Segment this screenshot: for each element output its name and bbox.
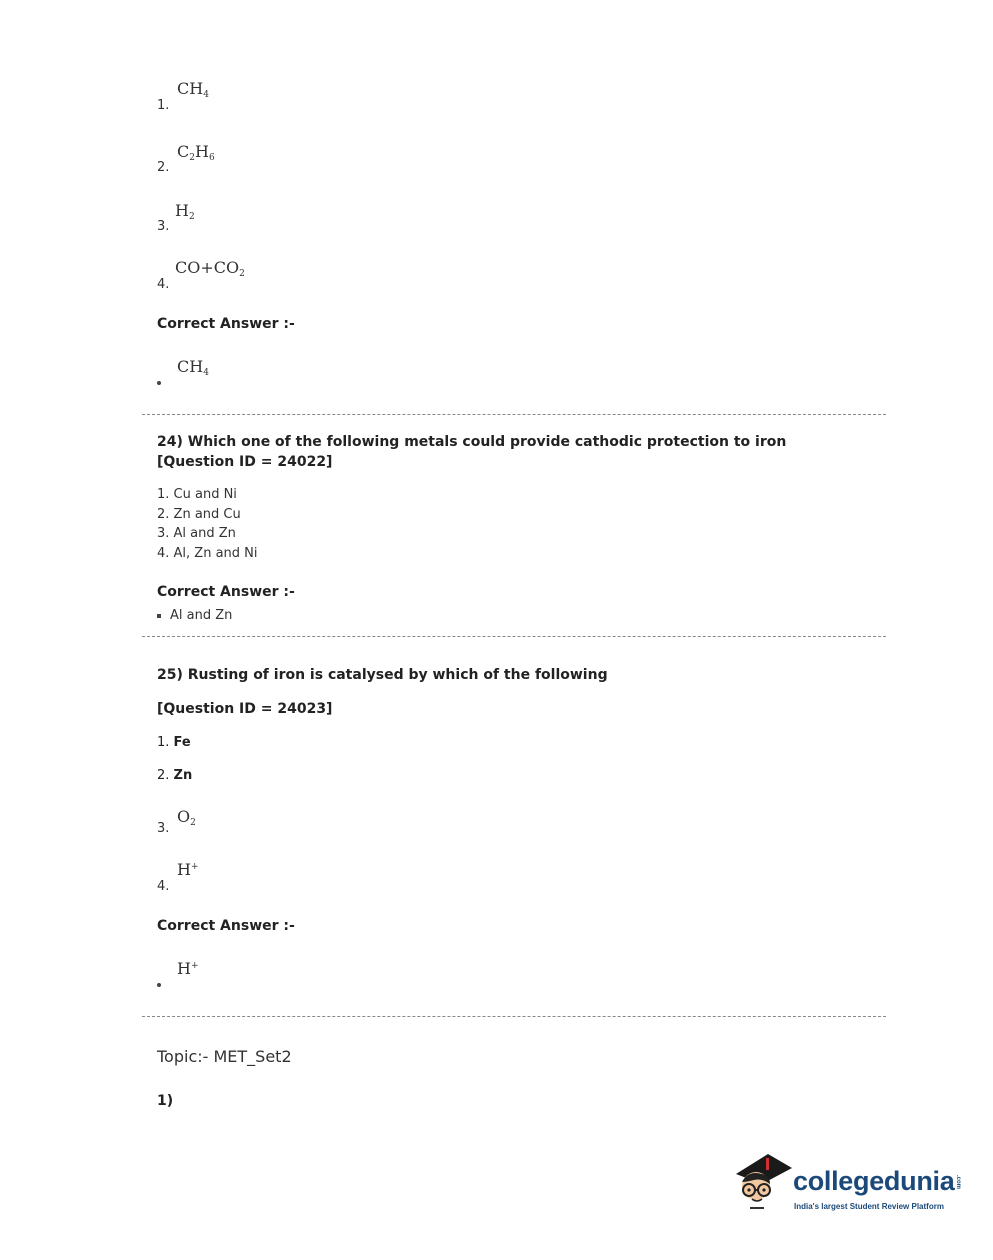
q23-correct-answer-label: Correct Answer :- (157, 316, 295, 332)
q23-option-4-formula: $CO+CO_2$ (175, 258, 245, 279)
q23-option-2-number: 2. (157, 160, 170, 175)
q25-option-2-number: 2. (157, 768, 170, 783)
q24-answer (157, 606, 232, 626)
q24-answer-bullet (157, 614, 161, 618)
q24-option-2: 2. Zn and Cu (157, 506, 241, 522)
q24-correct-answer-label: Correct Answer :- (157, 584, 295, 600)
q25-correct-answer-label: Correct Answer :- (157, 918, 295, 934)
q23-option-1-formula: $CH_4$ (177, 79, 209, 100)
q23-option-3-number: 3. (157, 219, 170, 234)
q25-option-4-number: 4. (157, 879, 170, 894)
q23-option-3-formula: $H_2$ (175, 201, 195, 222)
q23-option-1-number: 1. (157, 98, 170, 113)
q25-option-2-text: Zn (173, 768, 193, 783)
mascot-icon (734, 1152, 792, 1218)
q23-option-2-formula: $C_2H_6$ (177, 142, 215, 163)
q25-question-text: 25) Rusting of iron is catalysed by which of the following (157, 667, 608, 683)
collegedunia-logo (734, 1152, 964, 1222)
q24-option-list (157, 485, 258, 563)
q23-answer-formula: $CH_4$ (177, 357, 209, 378)
q24-option-1: 1. Cu and Ni (157, 487, 237, 502)
q23-option-4-number: 4. (157, 277, 170, 292)
logo-tagline: India's largest Student Review Platform (794, 1202, 944, 1211)
q24-answer-text: Al and Zn (170, 608, 233, 623)
q23-answer-bullet (157, 381, 161, 385)
q25-option-3-number: 3. (157, 821, 170, 836)
q25-option-1-text: Fe (173, 735, 191, 750)
next-question-number: 1) (157, 1093, 174, 1109)
q24-question-text: 24) Which one of the following metals could provide cathodic protection to iron [Question ID = 24022] (157, 434, 787, 470)
separator (142, 1016, 886, 1017)
separator (142, 636, 886, 637)
q25-option-2 (157, 768, 192, 783)
separator (142, 414, 886, 415)
q25-answer-bullet (157, 983, 161, 987)
q24-option-3: 3. Al and Zn (157, 526, 236, 541)
q25-question-id: [Question ID = 24023] (157, 701, 333, 717)
q25-option-1 (157, 735, 191, 750)
q25-option-4-formula: H+ (177, 860, 199, 879)
logo-suffix: .com (955, 1175, 961, 1190)
logo-wordmark: collegedunia (793, 1166, 955, 1196)
topic-heading: Topic:- MET_Set2 (157, 1047, 292, 1066)
q24-option-4: 4. Al, Zn and Ni (157, 545, 258, 561)
q25-answer-formula: H+ (177, 959, 199, 978)
q25-option-1-number: 1. (157, 735, 170, 750)
q25-option-3-formula: $O_2$ (177, 807, 196, 828)
